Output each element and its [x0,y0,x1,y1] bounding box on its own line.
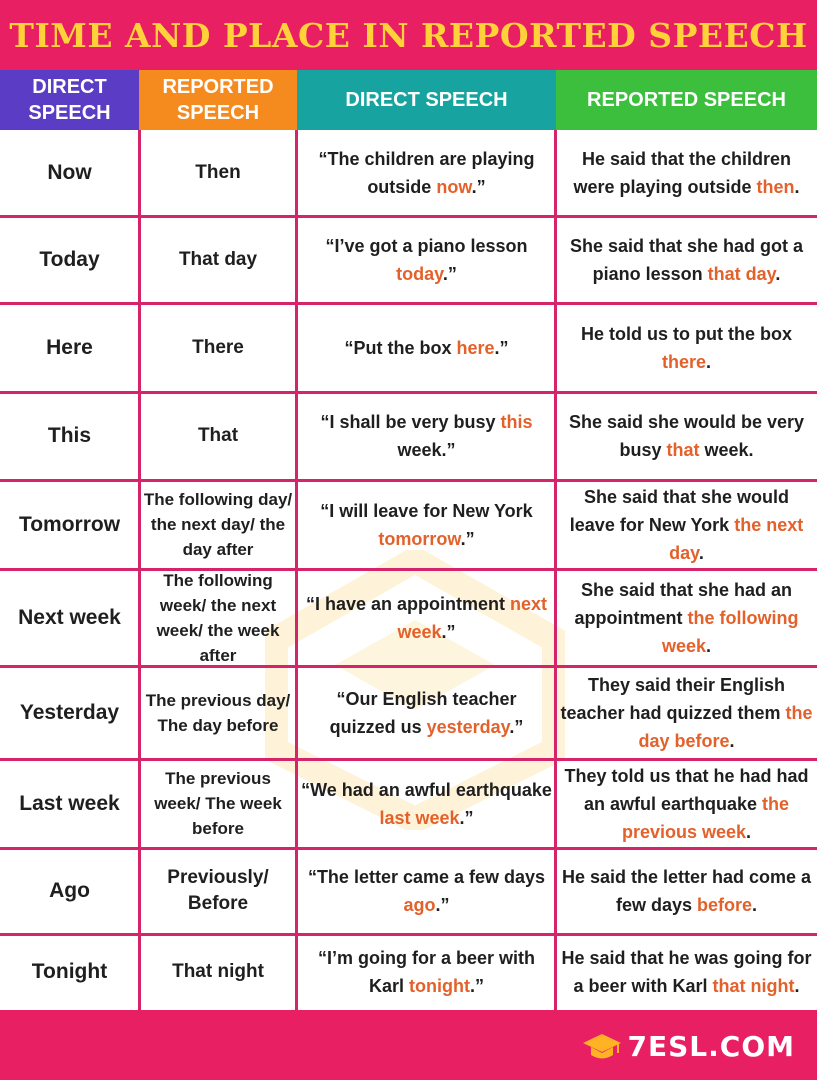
highlighted-time-word: before [697,895,753,915]
sentence-part: . [752,895,758,915]
highlighted-time-word: that day [707,263,776,284]
highlighted-time-word: last week [379,807,460,828]
example-direct-sentence [297,759,556,848]
sentence-part: “Put the box [344,337,457,358]
graduation-cap-icon [582,1032,622,1062]
table-row [0,392,817,480]
highlighted-time-word: today [396,263,443,284]
table-row [0,666,817,759]
sentence-part: . [698,542,704,563]
highlighted-time-word: the previous week [621,793,790,842]
sentence-text [301,497,552,553]
direct-time-word: Now [47,161,92,184]
page-title: TIME AND PLACE IN REPORTED SPEECH [9,15,808,55]
sentence-part: . [794,976,800,996]
sentence-part: . [775,263,781,284]
sentence-part: . [706,351,712,372]
direct-time-word: Tomorrow [18,512,121,536]
sentence-part: .” [460,528,475,549]
example-reported-sentence [556,569,817,666]
sentence-text [560,863,813,919]
sentence-part: She said that she had an appointment [574,579,793,628]
example-reported-sentence [556,303,817,392]
sentence-part: “The children are playing outside [318,149,535,197]
highlighted-time-word: ago [403,895,436,915]
table-row [0,759,817,848]
direct-time-word: Tonight [31,960,108,983]
reported-time-word: The following day/ the next day/ the day after [143,490,293,559]
reported-time-word: Previously/ Before [167,867,269,914]
highlighted-time-word: here [456,337,495,358]
example-direct-sentence [297,480,556,569]
table-row [0,480,817,569]
sentence-part: “I will leave for New York [320,500,533,521]
sentence-part: .” [435,895,450,915]
sentence-part: He said the letter had come a few days [561,867,812,915]
example-reported-sentence [556,759,817,848]
sentence-part: .” [442,263,457,284]
sentence-part: They told us that he had had an awful earthquake [564,765,809,814]
header-reported-speech: REPORTED SPEECH [139,70,297,130]
header-example-direct: DIRECT SPEECH [297,70,556,130]
reported-time-word: The previous week/ The week before [154,769,282,838]
example-reported-sentence [556,480,817,569]
sentence-part: “I shall be very busy [320,412,501,432]
example-direct-sentence [297,303,556,392]
highlighted-time-word: next week [397,593,548,642]
table-row [0,848,817,934]
sentence-text [560,762,813,846]
sentence-part: “The letter came a few days [307,867,546,887]
sentence-part: They said their English teacher had quizzed them [560,674,786,723]
example-direct-sentence [297,934,556,1010]
example-direct-sentence [297,666,556,759]
sentence-text [560,408,813,464]
highlighted-time-word: tonight [409,976,470,996]
example-direct-sentence [297,130,556,216]
highlighted-time-word: that [666,440,700,460]
sentence-part: “I’ve got a piano lesson [325,235,528,256]
sentence-text [560,576,813,660]
reported-time-word: That day [178,248,258,270]
sentence-part: .” [459,807,474,828]
table-row [0,216,817,303]
highlighted-time-word: the day before [638,702,813,751]
direct-time-word: Here [46,335,93,359]
highlighted-time-word: there [661,351,706,372]
direct-time-word: Ago [49,879,90,902]
sentence-text [560,145,813,201]
sentence-part: .” [441,621,456,642]
example-reported-sentence [556,392,817,480]
table-row [0,303,817,392]
sentence-part: week.” [397,440,456,460]
sentence-text [344,334,508,362]
sentence-part: “I have an appointment [305,593,510,614]
grid-line-horizontal [0,758,817,761]
example-reported-sentence [556,934,817,1010]
sentence-part: “I’m going for a beer with Karl [317,948,535,996]
sentence-text [560,944,813,1000]
direct-time-word: This [47,424,92,447]
direct-time-word: Today [39,247,100,271]
highlighted-time-word: this [500,412,533,432]
reported-time-word: That [197,425,239,446]
sentence-part: She said that she had got a piano lesson [569,235,804,284]
sentence-text [301,944,552,1000]
highlighted-time-word: the next day [669,514,804,563]
grid-line-horizontal [0,391,817,394]
highlighted-time-word: then [756,177,795,197]
brand-logo[interactable] [582,1030,795,1063]
example-direct-sentence [297,569,556,666]
sentence-text [301,232,552,288]
sentence-text [560,671,813,755]
brand-logo-text: 7ESL.COM [627,1030,795,1063]
table-row [0,569,817,666]
sentence-part: He said that the children were playing outside [573,149,792,197]
table-row [0,130,817,216]
sentence-part: . [794,177,800,197]
sentence-part: .” [471,177,486,197]
sentence-text [560,483,813,567]
sentence-part: “Our English teacher quizzed us [329,688,517,737]
sentence-text [301,776,552,832]
sentence-part: She said that she would leave for New York [569,486,790,535]
sentence-part: . [706,635,712,656]
sentence-part: . [746,821,752,842]
sentence-part: .” [509,716,524,737]
sentence-text [301,863,552,919]
grid-line-horizontal [0,933,817,936]
header-example-reported: REPORTED SPEECH [556,70,817,130]
reported-time-word: Then [195,162,241,183]
example-direct-sentence [297,848,556,934]
table-row [0,934,817,1010]
sentence-text [301,408,552,464]
grid-line-horizontal [0,568,817,571]
direct-time-word: Next week [18,605,121,629]
sentence-part: . [729,730,735,751]
grid-line-horizontal [0,479,817,482]
page-title-banner [0,0,817,70]
footer [0,1010,817,1080]
example-reported-sentence [556,216,817,303]
direct-time-word: Last week [19,791,120,815]
example-reported-sentence [556,848,817,934]
sentence-part: week. [699,440,754,460]
header-direct-speech: DIRECT SPEECH [0,70,139,130]
highlighted-time-word: tomorrow [378,528,461,549]
sentence-part: She said she would be very busy [568,412,805,460]
sentence-text [560,320,813,376]
grid-line-horizontal [0,847,817,850]
highlighted-time-word: yesterday [426,716,510,737]
sentence-text [560,232,813,288]
reported-time-word: That night [172,961,264,982]
sentence-part: He said that he was going for a beer with Karl [561,948,812,996]
reported-time-word: The following week/ the next week/ the week after [156,570,280,665]
sentence-part: He told us to put the box [581,323,792,344]
sentence-part: .” [494,337,509,358]
highlighted-time-word: the following week [661,607,799,656]
example-reported-sentence [556,666,817,759]
highlighted-time-word: that night [712,976,795,996]
sentence-part: “We had an awful earthquake [301,779,552,800]
reported-time-word: The previous day/ The day before [145,690,291,735]
sentence-text [301,685,552,741]
grid-line-horizontal [0,302,817,305]
grid-line-horizontal [0,665,817,668]
example-direct-sentence [297,216,556,303]
sentence-text [301,590,552,646]
direct-time-word: Yesterday [19,700,120,724]
sentence-part: .” [470,976,485,996]
sentence-text [301,145,552,201]
grid-line-horizontal [0,215,817,218]
example-direct-sentence [297,392,556,480]
reported-time-word: There [192,336,244,358]
example-reported-sentence [556,130,817,216]
highlighted-time-word: now [436,177,472,197]
